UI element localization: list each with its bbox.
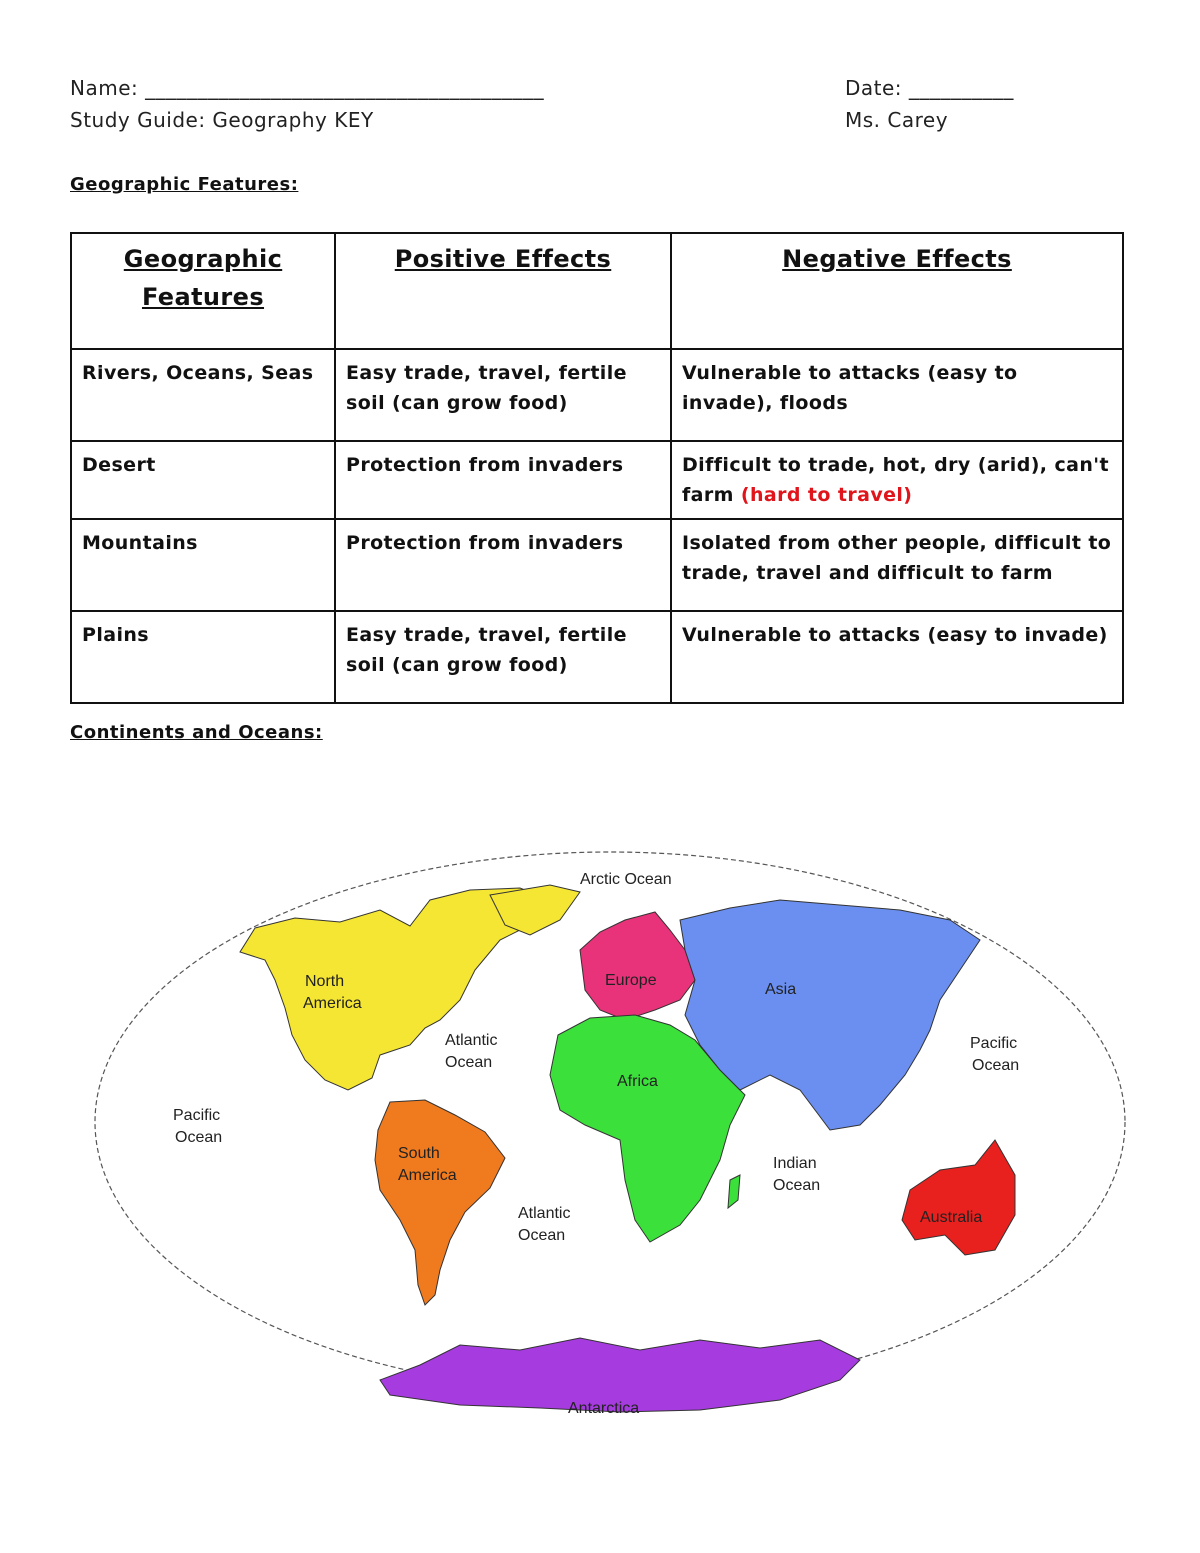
negative-cell: [671, 519, 1123, 611]
geographic-features-heading: Geographic Features:: [70, 174, 299, 195]
negative-text: Isolated from other people, difficult to trade, travel and difficult to farm: [682, 532, 1112, 584]
date-field-label: Date: __________: [845, 76, 1014, 100]
table-row: [71, 611, 1123, 703]
name-field-label: Name: ______________________________________: [70, 76, 545, 100]
pacific-ocean-east-label-2: Ocean: [972, 1057, 1020, 1074]
continents-oceans-heading: Continents and Oceans:: [70, 722, 323, 743]
feature-cell: Mountains: [71, 519, 335, 611]
positive-cell: Protection from invaders: [335, 441, 671, 519]
madagascar-shape: [728, 1175, 740, 1208]
teacher-name: Ms. Carey: [845, 108, 949, 132]
south-america-label-2: America: [398, 1167, 457, 1184]
africa-label: Africa: [617, 1073, 658, 1090]
asia-label: Asia: [765, 981, 797, 998]
header-positive-effects: Positive Effects: [335, 233, 671, 349]
header-geographic-features: Geographic Features: [71, 233, 335, 349]
negative-cell: [671, 611, 1123, 703]
negative-note: (hard to travel): [740, 484, 913, 506]
indian-ocean-label-1: Indian: [773, 1155, 817, 1172]
europe-label: Europe: [605, 972, 657, 989]
indian-ocean-label-2: Ocean: [773, 1177, 821, 1194]
positive-cell: Easy trade, travel, fertile soil (can grow food): [335, 349, 671, 441]
table-row: [71, 349, 1123, 441]
feature-cell: Desert: [71, 441, 335, 519]
negative-text: Difficult to trade, hot, dry (arid), can't farm: [682, 454, 1109, 506]
feature-cell: Rivers, Oceans, Seas: [71, 349, 335, 441]
australia-label: Australia: [920, 1209, 983, 1226]
europe-shape: [580, 912, 695, 1020]
negative-text: Vulnerable to attacks (easy to invade): [682, 624, 1108, 646]
negative-text: Vulnerable to attacks (easy to invade), floods: [682, 362, 1018, 414]
negative-cell: [671, 349, 1123, 441]
arctic-ocean-label: Arctic Ocean: [580, 871, 672, 888]
atlantic-ocean-south-label-2: Ocean: [518, 1227, 566, 1244]
positive-cell: Easy trade, travel, fertile soil (can grow food): [335, 611, 671, 703]
negative-cell: [671, 441, 1123, 519]
north-america-label-2: America: [303, 995, 362, 1012]
geographic-features-table: [70, 232, 1124, 704]
north-america-label-1: North: [305, 973, 345, 990]
atlantic-ocean-north-label-2: Ocean: [445, 1054, 493, 1071]
table-row: [71, 519, 1123, 611]
australia-shape: [902, 1140, 1015, 1255]
pacific-ocean-west-label-1: Pacific: [173, 1107, 221, 1124]
atlantic-ocean-south-label-1: Atlantic: [518, 1205, 571, 1222]
table-row: [71, 441, 1123, 519]
atlantic-ocean-north-label-1: Atlantic: [445, 1032, 498, 1049]
pacific-ocean-east-label-1: Pacific: [970, 1035, 1018, 1052]
positive-cell: Protection from invaders: [335, 519, 671, 611]
south-america-label-1: South: [398, 1145, 440, 1162]
feature-cell: Plains: [71, 611, 335, 703]
south-america-shape: [375, 1100, 505, 1305]
page-title: Study Guide: Geography KEY: [70, 108, 374, 132]
world-map: [80, 840, 1140, 1430]
header-negative-effects: Negative Effects: [671, 233, 1123, 349]
table-header-row: [71, 233, 1123, 349]
antarctica-label: Antarctica: [568, 1400, 640, 1417]
pacific-ocean-west-label-2: Ocean: [175, 1129, 223, 1146]
